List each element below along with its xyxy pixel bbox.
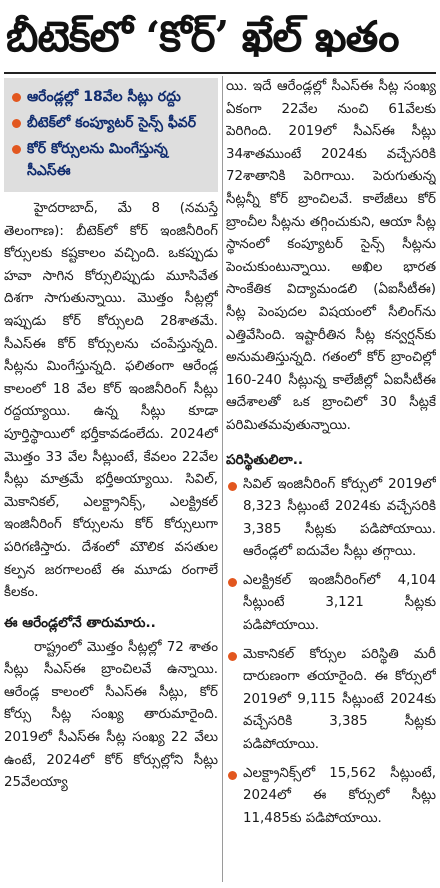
continued-paragraph: యి. ఇదే ఆరేండ్లల్లో సీఎస్‌ఈ సీట్ల సంఖ్య ఏకంగా 22వేల నుంచి 61వేలకు పెరిగింది. 2019లో సీఎస్‌ఈ సీట్లు 34శాతముంటే 2024కు వచ్చేసరికి 72శాతానికి పెరిగాయి. పెరుగుతున్న సీట్లన్నీ కోర్‌ బ్రాంచిలవే. కాలేజీలు కోర్‌ బ్రాంచీల సీట్లను తగ్గించుకుని, ఆయా సీట్ల స్థానంలో కంప్యూటర్‌ సైన్స్‌ సీట్లను పెంచుకుంటున్నాయి. అఖిల భారత సాంకేతిక విద్యామండలి (ఏఐసీటీఈ) సీట్ల పెంపుదల విషయంలో సీలింగ్‌ను ఎత్తివేసింది. ఇష్టారీతిన సీట్ల కన్వర్షన్‌కు అనుమతిస్తున్నది. గతంలో కోర్‌ బ్రాంచిల్లో 160-240 సీట్లున్న కాలేజీల్లో ఏఐసీటీఈ ఆదేశాలతో ఒక బ్రాంచిలో 30 సీట్లకే పరిమితమవుతున్నాయి.	[226, 79, 436, 433]
headline: బీటెక్‌లో ‘కోర్‌’ ఖేల్‌ ఖతం	[6, 12, 399, 61]
section-subheading: ఈ ఆరేండ్లలోనే తారుమారు..	[4, 614, 156, 631]
right-column	[226, 76, 436, 884]
bullet-dot-icon	[228, 578, 237, 587]
bullet-dot-icon	[228, 771, 237, 780]
bullet-dot-icon	[12, 93, 21, 102]
stat-bullet	[226, 763, 436, 831]
stat-bullet-text: మెకానికల్‌ కోర్సుల పరిస్థితి మరీ దారుణంగా తయారైంది. ఈ కోర్సులో 2019లో 9,115 సీట్లుంటే 2024కు వచ్చేసరికి 3,385 సీట్లకు పడిపోయాయి.	[243, 646, 436, 753]
lead-paragraph: హైదరాబాద్‌, మే 8 (నమస్తే తెలంగాణ): బీటెక్‌లో కోర్‌ ఇంజినీరింగ్‌ కోర్సులకు కష్టకాలం వచ్చింది. ఒకప్పుడు హవా సాగిన కోర్సులిప్పుడు మూసివేత దిశగా సాగుతున్నాయి. మొత్తం సీట్లల్లో ఇప్పుడు కోర్‌ కోర్సులది 28శాతమే. సీఎస్‌ఈ కోర్‌ కోర్సులను చంపేస్తున్నది. సీట్లను మింగేస్తున్నది. ఫలితంగా ఆరేండ్ల కాలంలో 18 వేల కోర్‌ ఇంజినీరింగ్‌ సీట్లు రద్దయ్యాయి. ఉన్న సీట్లు కూడా పూర్తిస్థాయిలో భర్తీకావడంలేదు. 2024లో మొత్తం 33 వేల సీట్లుంటే, కేవలం 22వేల సీట్లు మాత్రమే భర్తీఅయ్యాయి. సివిల్‌, మెకానికల్‌, ఎలక్ట్రానిక్స్‌, ఎలక్ట్రికల్‌ ఇంజినీరింగ్‌ కోర్సులను కోర్‌ కోర్సులుగా పరిగణిస్తారు. దేశంలో మౌలిక వసతుల కల్పన జరగాలంటే ఈ మూడు రంగాలే కీలకం.	[4, 201, 218, 601]
highlight-text: ఆరేండ్లల్లో 18వేల సీట్లు రద్దు	[27, 89, 181, 105]
highlight-item	[10, 86, 212, 108]
body-paragraph: రాష్ట్రంలో మొత్తం సీట్లల్లో 72 శాతం సీట్లు సీఎస్‌ఈ బ్రాంచిలవే ఉన్నాయి. ఆరేండ్ల కాలంలో సీఎస్‌ఈ సీట్లు, కోర్‌ కోర్సు సీట్ల సంఖ్య తారుమారైంది. 2019లో సీఎస్‌ఈ సీట్ల సంఖ్య 22 వేలు ఉంటే, 2024లో కోర్‌ కోర్సుల్లోని సీట్లు 25వేలయ్యా	[4, 639, 218, 791]
column-divider	[222, 76, 223, 882]
stat-bullet	[226, 644, 436, 757]
stat-bullet	[226, 570, 436, 638]
highlights-box	[4, 78, 218, 192]
bullet-dot-icon	[228, 482, 237, 491]
highlight-text: కోర్‌ కోర్సులను మింగేస్తున్న సీఎస్‌ఈ	[27, 141, 168, 179]
section-subheading: పరిస్థితులిలా..	[226, 451, 304, 468]
bullet-dot-icon	[12, 119, 21, 128]
headline-rule	[4, 72, 436, 74]
left-column	[4, 76, 218, 884]
stat-bullet	[226, 474, 436, 564]
stat-bullet-text: ఎలక్ట్రానిక్స్‌లో 15,562 సీట్లుంటే, 2024లో ఈ కోర్సులో సీట్లు 11,485కు పడిపోయాయి.	[243, 765, 436, 826]
bullet-dot-icon	[12, 145, 21, 154]
highlight-item	[10, 138, 212, 182]
highlight-item	[10, 112, 212, 134]
bullet-dot-icon	[228, 652, 237, 661]
stat-bullet-text: ఎలక్ట్రికల్‌ ఇంజినీరింగ్‌లో 4,104 సీట్లుంటే 3,121 సీట్లకు పడిపోయాయి.	[243, 572, 436, 634]
stat-bullet-text: సివిల్‌ ఇంజినీరింగ్‌ కోర్సులో 2019లో 8,323 సీట్లుంటే 2024కు వచ్చేసరికి 3,385 సీట్లకు పడిపోయాయి. ఆరేండ్లలో ఐదువేల సీట్లు తగ్గాయి.	[243, 476, 436, 560]
highlight-text: బీటెక్‌లో కంప్యూటర్‌ సైన్స్‌ ఫీవర్‌	[27, 115, 197, 131]
